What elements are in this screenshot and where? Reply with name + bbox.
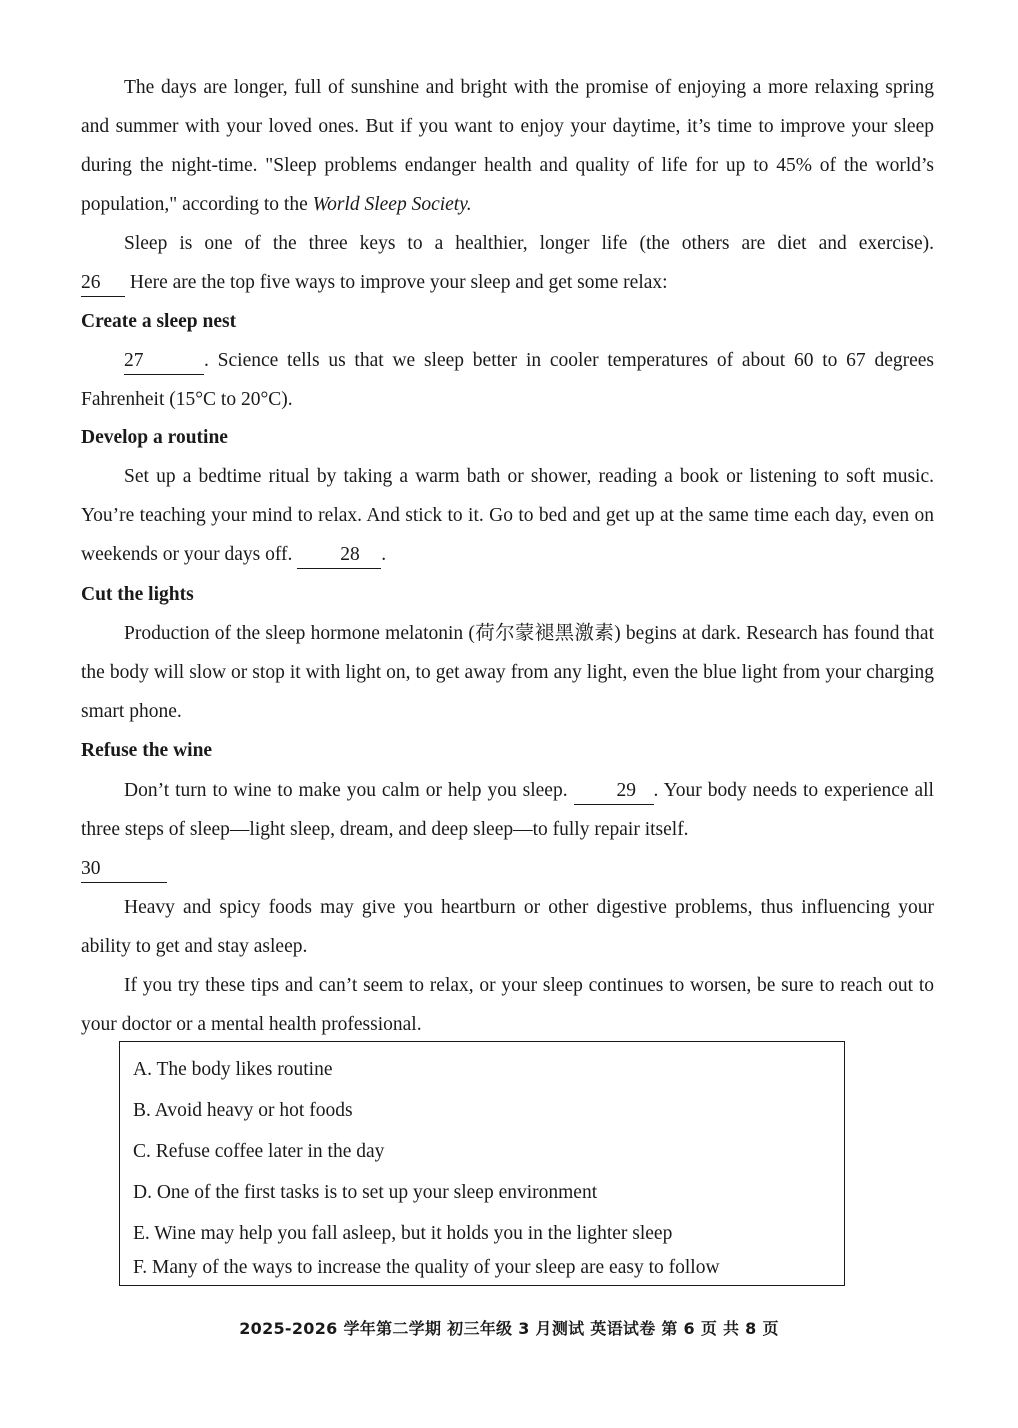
source-name: World Sleep Society.: [312, 194, 472, 215]
option-c[interactable]: C. Refuse coffee later in the day: [133, 1141, 385, 1162]
heading-sleep-nest: Create a sleep nest: [81, 311, 237, 332]
paragraph-closing: If you try these tips and can’t seem to relax, or your sleep continues to worsen, be sure to reach out to your doctor or a mental health professional.: [81, 975, 934, 1035]
option-e[interactable]: E. Wine may help you fall asleep, but it holds you in the lighter sleep: [133, 1223, 673, 1244]
options-box: [119, 1041, 845, 1286]
option-d[interactable]: D. One of the first tasks is to set up your sleep environment: [133, 1182, 598, 1203]
option-a[interactable]: A. The body likes routine: [133, 1059, 333, 1080]
paragraph-keys-line1: Sleep is one of the three keys to a healthier, longer life (the others are diet and exercise).: [124, 233, 934, 254]
blank-29[interactable]: 29: [574, 778, 654, 805]
paragraph-foods: Heavy and spicy foods may give you heartburn or other digestive problems, thus influencing your ability to get and stay asleep.: [81, 897, 934, 957]
paragraph-routine: Set up a bedtime ritual by taking a warm bath or shower, reading a book or listening to soft music. You’re teaching your mind to relax. And stick to it. Go to bed and get up at the same time each day, even on weekends or your days off. 28 .: [81, 457, 934, 574]
paragraph-blank-30: [81, 849, 934, 888]
paragraph-keys-line2: 26 Here are the top five ways to improve your sleep and get some relax:: [81, 263, 934, 302]
page-footer: 2025-2026 学年第二学期 初三年级 3 月测试 英语试卷 第 6 页 共 8 页: [239, 1319, 779, 1338]
paragraph-sleep-nest: 27 . Science tells us that we sleep better in cooler temperatures of about 60 to 67 degrees Fahrenheit (15°C to 20°C).: [81, 350, 934, 410]
option-b[interactable]: B. Avoid heavy or hot foods: [133, 1100, 353, 1121]
blank-30[interactable]: 30: [81, 856, 167, 883]
paragraph-wine: Don’t turn to wine to make you calm or help you sleep. 29 . Your body needs to experience all three steps of sleep—light sleep, dream, and deep sleep—to fully repair itself.: [81, 780, 934, 840]
heading-lights: Cut the lights: [81, 584, 194, 605]
option-f[interactable]: F. Many of the ways to increase the quality of your sleep are easy to follow: [133, 1257, 720, 1278]
heading-wine: Refuse the wine: [81, 740, 213, 761]
blank-28[interactable]: 28: [297, 542, 381, 569]
blank-26[interactable]: 26: [81, 270, 125, 297]
blank-27[interactable]: 27: [124, 348, 204, 375]
paragraph-lights: Production of the sleep hormone melatonin (荷尔蒙褪黑激素) begins at dark. Research has found that the body will slow or stop it with light on, to get away from any light, even the blue light from your charging smart phone.: [81, 623, 934, 722]
heading-routine: Develop a routine: [81, 427, 228, 448]
paragraph-intro: The days are longer, full of sunshine and bright with the promise of enjoying a more relaxing spring and summer with your loved ones. But if you want to enjoy your daytime, it’s time to improve your sleep during the night-time. "Sleep problems endanger health and quality of life for up to 45% of the world’s population," according to the World Sleep Society.: [81, 77, 934, 215]
